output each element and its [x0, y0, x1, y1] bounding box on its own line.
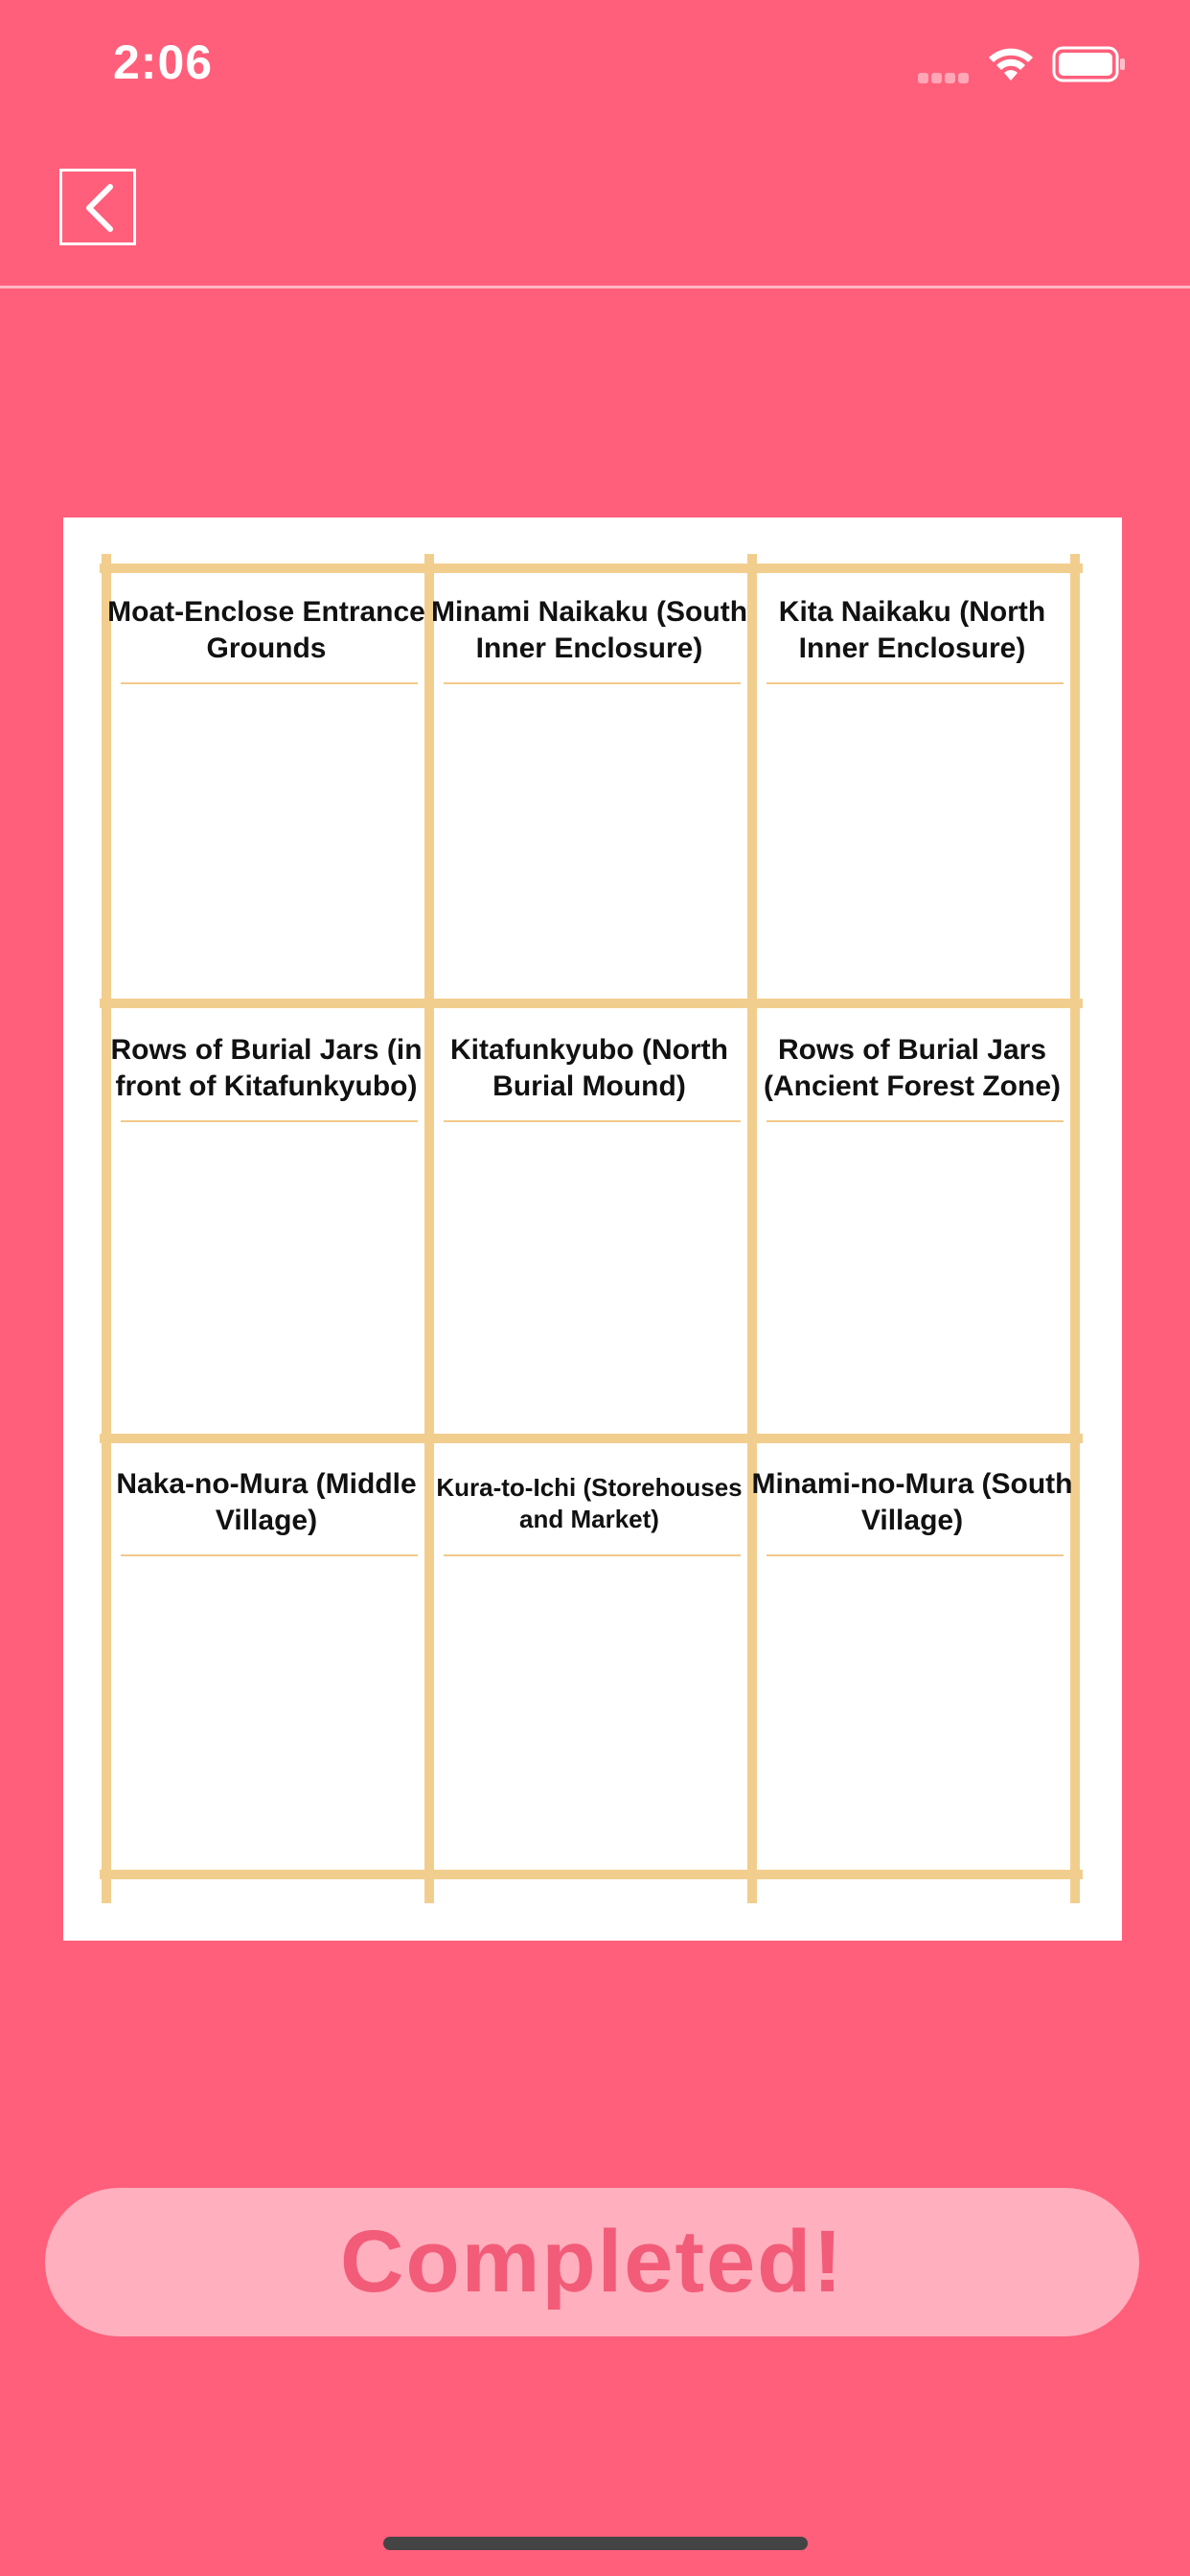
cell-divider [767, 1120, 1064, 1122]
back-button[interactable] [59, 169, 136, 245]
cell-divider [121, 682, 418, 684]
cell-divider [444, 1120, 741, 1122]
cell-divider [121, 1120, 418, 1122]
nav-divider [0, 286, 1190, 288]
map-cell[interactable] [104, 594, 428, 997]
status-bar [0, 0, 1190, 134]
cell-divider [767, 682, 1064, 684]
completed-button[interactable] [45, 2188, 1139, 2336]
map-cell[interactable] [427, 1032, 751, 1435]
cell-title: Minami-no-Mura (South Village) [751, 1468, 1073, 1536]
cell-title: Moat-Enclose Entrance Grounds [107, 596, 425, 664]
nav-bar [0, 134, 1190, 288]
cell-divider [121, 1554, 418, 1556]
cell-divider [444, 1554, 741, 1556]
site-map-card [63, 518, 1122, 1941]
map-cell[interactable] [750, 1032, 1074, 1435]
map-cell[interactable] [104, 1466, 428, 1869]
cell-title: Rows of Burial Jars (Ancient Forest Zone) [763, 1034, 1061, 1102]
cell-title: Kita Naikaku (North Inner Enclosure) [778, 596, 1046, 664]
cell-divider [767, 1554, 1064, 1556]
chevron-left-icon [80, 183, 118, 233]
completed-label: Completed! [340, 2213, 844, 2311]
map-cell[interactable] [750, 1466, 1074, 1869]
cell-title: Naka-no-Mura (Middle Village) [116, 1468, 417, 1536]
map-cell[interactable] [104, 1032, 428, 1435]
home-indicator[interactable] [383, 2537, 808, 2550]
map-cell[interactable] [427, 594, 751, 997]
cell-title: Minami Naikaku (South Inner Enclosure) [430, 596, 748, 664]
cell-divider [444, 682, 741, 684]
signal-icon [918, 71, 972, 82]
cell-title: Kitafunkyubo (North Burial Mound) [450, 1034, 728, 1102]
cell-title: Kura-to-Ichi (Storehouses and Market) [436, 1473, 743, 1533]
map-cell[interactable] [750, 594, 1074, 997]
battery-icon [1052, 46, 1127, 82]
cell-title: Rows of Burial Jars (in front of Kitafunkyubo) [110, 1034, 423, 1102]
map-cell[interactable] [427, 1466, 751, 1869]
wifi-icon [987, 44, 1035, 82]
status-time: 2:06 [113, 35, 214, 89]
